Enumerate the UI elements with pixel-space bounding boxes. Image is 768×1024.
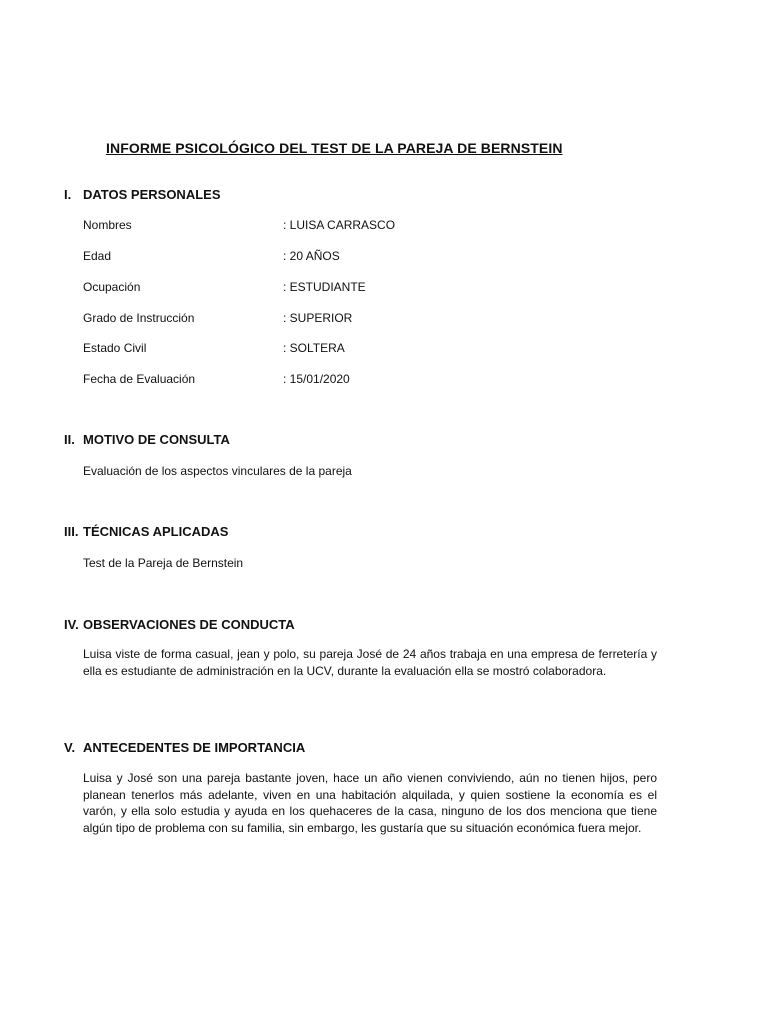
section-body: Test de la Pareja de Bernstein (83, 556, 244, 570)
field-label: Fecha de Evaluación (83, 372, 196, 386)
field-label: Nombres (83, 218, 132, 232)
section-body: Evaluación de los aspectos vinculares de la pareja (83, 464, 352, 478)
section-number: IV. (64, 617, 79, 632)
field-value: : LUISA CARRASCO (283, 218, 396, 232)
field-value: : ESTUDIANTE (283, 280, 366, 294)
personal-data-row (83, 280, 366, 294)
section-paragraph: Luisa y José son una pareja bastante joven, hace un año vienen conviviendo, aún no tienen hijos, pero planean tenerlos más adelante, viven en una habitación alquilada, y quien sostiene la economía es el varón, y ella solo estudia y ayuda en los quehaceres de la casa, ninguno de los dos menciona que tiene algún tipo de problema con su familia, sin embargo, les gustaría que su situación económica fuera mejor. (83, 771, 657, 835)
report-title: INFORME PSICOLÓGICO DEL TEST DE LA PAREJA DE BERNSTEIN (106, 140, 563, 156)
section-title: TÉCNICAS APLICADAS (83, 524, 229, 539)
field-label: Grado de Instrucción (83, 311, 195, 325)
section-number: V. (64, 740, 76, 755)
section-number: I. (64, 187, 72, 202)
field-value: : SUPERIOR (283, 311, 353, 325)
personal-data-row (83, 249, 340, 263)
section-title: OBSERVACIONES DE CONDUCTA (83, 617, 295, 632)
personal-data-row (83, 311, 353, 325)
personal-data-row (83, 341, 345, 355)
personal-data-row (83, 372, 350, 386)
field-label: Estado Civil (83, 341, 147, 355)
section-paragraph: Luisa viste de forma casual, jean y polo, su pareja José de 24 años trabaja en una empresa de ferretería y ella es estudiante de administración en la UCV, durante la evaluación ella se mostró colaboradora. (83, 647, 657, 678)
section-heading-motivo-consulta (64, 432, 230, 447)
section-number: III. (64, 524, 79, 539)
field-label: Edad (83, 249, 112, 263)
field-value: : 15/01/2020 (283, 372, 350, 386)
section-title: DATOS PERSONALES (83, 187, 221, 202)
section-title: ANTECEDENTES DE IMPORTANCIA (83, 740, 306, 755)
field-value: : SOLTERA (283, 341, 345, 355)
field-value: : 20 AÑOS (283, 249, 340, 263)
section-heading-tecnicas-aplicadas (64, 524, 228, 539)
section-heading-antecedentes-importancia (64, 740, 305, 755)
section-number: II. (64, 432, 75, 447)
field-label: Ocupación (83, 280, 141, 294)
personal-data-row (83, 218, 396, 232)
section-heading-observaciones-conducta (64, 617, 295, 632)
section-title: MOTIVO DE CONSULTA (83, 432, 230, 447)
section-heading-datos-personales (64, 187, 220, 202)
